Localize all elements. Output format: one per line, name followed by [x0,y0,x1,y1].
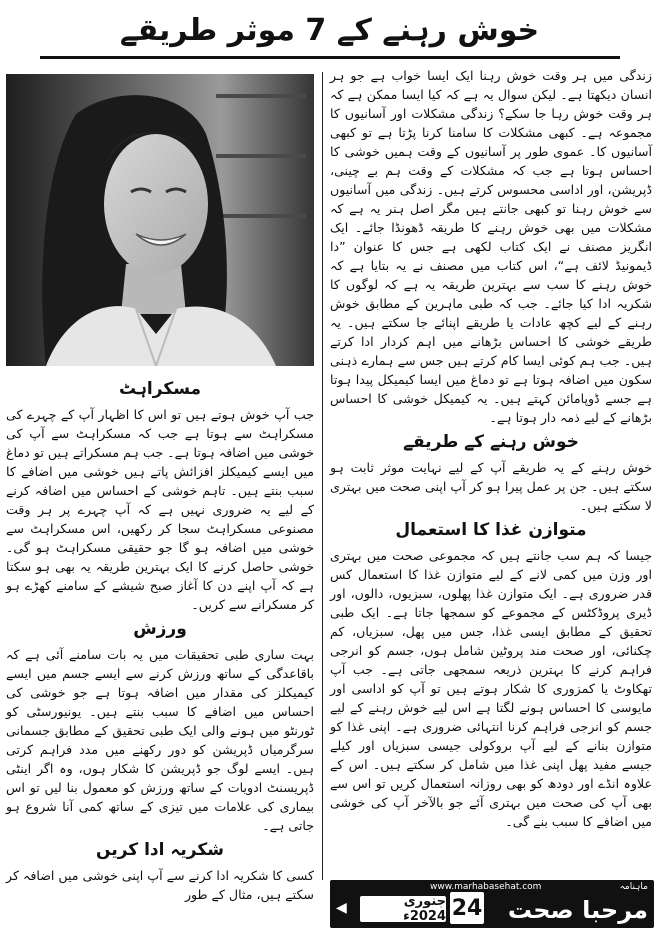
issue-number: 24 [450,892,484,924]
left-column [6,374,314,904]
section-heading-balanced-diet: متوازن غذا کا استعمال [395,520,587,540]
website-url: www.marhabasehat.com [430,882,542,892]
section-heading-exercise: ورزش [133,619,187,639]
intro-paragraph: زندگی میں ہر وقت خوش رہنا ایک ایسا خواب ہے جو ہر انسان دیکھتا ہے۔ لیکن سوال یہ ہے کہ کیا ایسا ممکن ہے کہ ہر وقت خوش رہا جا سکے؟ زندگی مشکلات اور آسانیوں کا مجموعہ ہے۔ کبھی مشکلات کا سامنا کرنا پڑتا ہے تو کبھی آسانیوں کا۔ عموی طور پر آسانیوں کے وقت ہمیں خوشی کا احساس ہوتا ہے جب کہ مشکلات کے وقت ہم بے چینی، ڈپریشن، اور اداسی محسوس کرتے ہیں۔ زندگی میں آسانیوں سے خوش رہنا تو کبھی جانتے ہیں مگر اصل ہنر یہ ہے کہ مشکلات میں بھی خوش رہنے کا طریقہ ڈھونڈا جائے۔ ایک انگریز مصنف نے ایک کتاب لکھی ہے جس کا عنوان ”دا ڈیمونیڈ لائف ہے“، اس کتاب میں مصنف نے یہ بتایا ہے کہ خوش رہنے کا سب سے بہترین طریقہ یہ ہے کہ لوگوں کا شکریہ ادا کیا جائے۔ جب کہ طبی ماہرین کے مطابق خوش رہنے کے لیے کچھ عادات یا طریقے اپنائے جا سکتے ہیں۔ یہ طریقے خوشی کا احساس بڑھانے میں اہم کردار ادا کرتے ہیں۔ جب ہم کوئی ایسا کام کرتے ہیں جس سے ہمارے ذہنی سکون میں اضافہ ہوتا ہے تو دماغ میں ایسا کیمیکل پیدا ہوتا ہے جسے ڈوپامائن کہتے ہیں۔ یہ کیمیکل خوشی کا احساس بڑھانے کے لیے ذمہ دار ہوتا ہے۔ [330,68,652,425]
article-title: خوش رہنے کے 7 موثر طریقے [119,12,540,48]
right-column [330,66,652,831]
section-body-exercise: بہت ساری طبی تحقیقات میں یہ بات سامنے آئی ہے کہ باقاعدگی کے ساتھ ورزش کرنے سے ایسے جسم میں ایسے کیمیکلز کی مقدار میں اضافہ ہوتا ہے جو خوشی کی احساس میں اضافے کا سبب بنتے ہیں۔ یونیورسٹی کو ٹورنٹو میں ہونے والی ایک طبی تحقیق کے مطابق جسمانی سرگرمیاں ڈپریشن کو دور رکھنے میں مدد فراہم کرتی ہیں۔ ایسے لوگ جو ڈپریشن کا شکار ہوں، وہ اگر اینٹی ڈپریسنٹ ادویات کے ساتھ ورزش کو معمول بنا لیں تو اس بیماری کی علامات میں تیزی کے ساتھ کمی آنا شروع ہو جاتی ہے۔ [6,647,314,833]
issue-date: جنوری 2024ء [360,896,446,922]
column-divider [322,72,323,880]
section-body-balanced-diet: جیسا کہ ہم سب جانتے ہیں کہ مجموعی صحت میں بہتری اور وزن میں کمی لانے کے لیے متوازن غذا کا استعمال کس قدر ضروری ہے۔ ایک متوازن غذا پھلوں، سبزیوں، دالوں، اور ڈیری پروڈکٹس کے مجموعے کو سمجھا جاتا ہے۔ ایک طبی تحقیق کے مطابق ایسی غذا، جس میں پھل، سبزیاں، کم چکنائی، اور صحت مند پروٹین شامل ہوں، جسم کو انرجی فراہم کرنے کا بہترین ذریعہ سمجھی جاتی ہے۔ جب آپ تھکاوٹ یا کمزوری کا شکار ہوتے ہیں تو آپ کو اداسی اور مایوسی کا احساس ہونے لگتا ہے اس لیے خوش رہنے کے لیے جسم کو انرجی فراہم کرنا انتہائی ضروری ہے۔ اپنی غذا کو متوازن بنانے کے لیے آپ بروکولی جیسی سبزیاں اور کیلے جیسے مفید پھل اپنی غذا میں شامل کر سکتے ہیں۔ اس کے علاوہ انڈے اور دودھ کو بھی روزانہ استعمال کریں تو اس سے بھی آپ کی صحت میں بہتری آئے جو بالآخر آپ کی خوشی میں اضافے کا سبب بنے گی۔ [330,548,652,829]
brand-small-label: ماہنامہ [619,882,648,892]
footer-bar [330,880,654,928]
photo-illustration [6,74,314,366]
smiling-woman-photo [6,74,314,366]
section-heading-methods: خوش رہنے کے طریقے [403,432,579,452]
section-heading-smile: مسکراہٹ [118,379,202,399]
section-heading-gratitude: شکریہ ادا کریں [96,840,224,860]
arrow-icon: ◀ [336,900,347,916]
section-body-smile: جب آپ خوش ہوتے ہیں تو اس کا اظہار آپ کے چہرے کی مسکراہٹ سے ہوتا ہے جب کہ مسکراہٹ سے آپ کی خوشی میں اضافہ ہوتا ہے۔ جب ہم مسکراتے ہیں تو دماغ میں ایسے کیمیکلز افزائش پاتے ہیں خوشی میں اضافے کا سبب بنتے ہیں۔ تاہم خوشی کے احساس میں اضافہ کرنے کے لیے یہ ضروری نہیں ہے کہ آپ چہرے پر ہر وقت مصنوعی مسکراہٹ سجا کر رکھیں، اس مسکراہٹ سے خوشی میں اضافہ ہو گا جو حقیقی مسکراہٹ ہو گی۔ خوشی حاصل کرنے کا ایک بہترین طریقہ یہ بھی ہو سکتا ہے کہ آپ اپنے دن کا آغاز صبح شیشے کے سامنے کھڑے ہو کر مسکرانے سے کریں۔ [6,407,314,612]
magazine-footer [330,880,654,928]
section-body-gratitude: کسی کا شکریہ ادا کرنے سے آپ اپنی خوشی میں اضافہ کر سکتے ہیں، مثال کے طور [6,868,314,902]
brand-logo: مرحبا صحت [507,896,648,924]
section-body-methods: خوش رہنے کے یہ طریقے آپ کے لیے نہایت موثر ثابت ہو سکتے ہیں۔ جن پر عمل پیرا ہو کر آپ اپنی صحت میں بہتری لا سکتے ہیں۔ [330,460,652,513]
title-underline [40,56,620,59]
